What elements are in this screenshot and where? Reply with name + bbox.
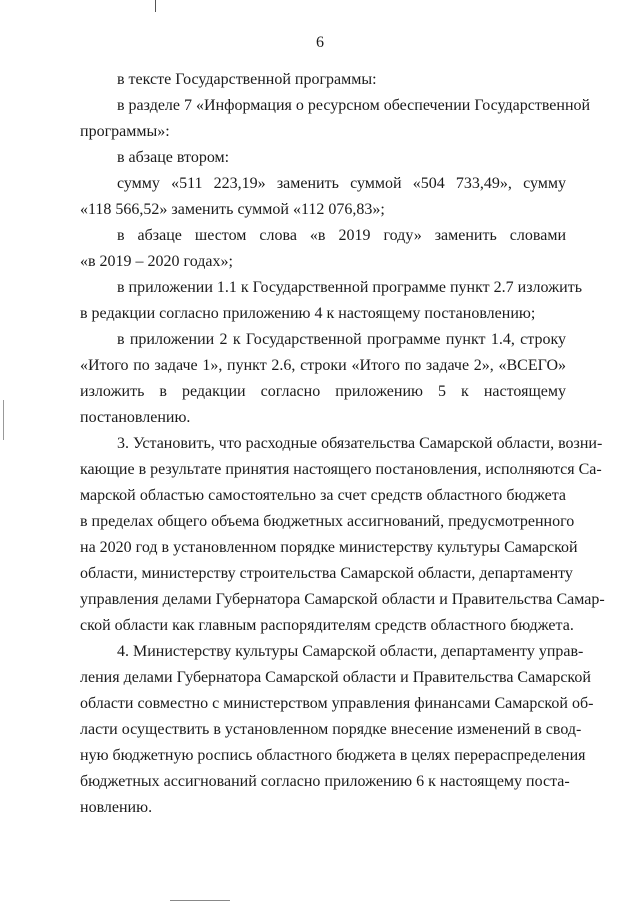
- paragraph-line: марской областью самостоятельно за счет средств областного бюджета: [80, 487, 566, 504]
- scan-artifact-top: [155, 0, 156, 12]
- paragraph-line: ласти осуществить в установленном порядке внесение изменений в свод-: [80, 721, 582, 738]
- paragraph-line: в абзаце втором:: [117, 149, 230, 166]
- paragraph-line: «в 2019 – 2020 годах»;: [80, 253, 233, 270]
- paragraph-line: 4. Министерству культуры Самарской области, департаменту управ-: [117, 643, 584, 660]
- paragraph-line: в абзаце шестом слова «в 2019 году» заменить словами: [117, 227, 566, 244]
- paragraph-line: кающие в результате принятия настоящего постановления, исполняются Са-: [80, 461, 602, 478]
- paragraph-line: «118 566,52» заменить суммой «112 076,83»;: [80, 201, 385, 218]
- paragraph-line: программы»:: [80, 123, 170, 140]
- paragraph-line: бюджетных ассигнований согласно приложению 6 к настоящему поста-: [80, 773, 570, 790]
- paragraph-line: постановлению.: [80, 409, 191, 426]
- paragraph-line: новлению.: [80, 799, 153, 816]
- paragraph-line: в тексте Государственной программы:: [117, 71, 377, 88]
- paragraph-line: области совместно с министерством управления финансами Самарской об-: [80, 695, 594, 712]
- paragraph-line: в редакции согласно приложению 4 к настоящему постановлению;: [80, 305, 536, 322]
- paragraph-line: области, министерству строительства Самарской области, департаменту: [80, 565, 573, 582]
- scan-artifact-left: [3, 400, 4, 440]
- paragraph-line: управления делами Губернатора Самарской области и Правительства Самар-: [80, 591, 605, 608]
- paragraph-line: ную бюджетную роспись областного бюджета в целях перераспределения: [80, 747, 586, 764]
- page-number: 6: [316, 34, 324, 51]
- paragraph-line: ской области как главным распорядителям средств областного бюджета.: [80, 617, 574, 634]
- paragraph-line: в разделе 7 «Информация о ресурсном обеспечении Государственной: [117, 97, 591, 114]
- paragraph-line: 3. Установить, что расходные обязательства Самарской области, возни-: [117, 435, 603, 452]
- paragraph-line: в приложении 2 к Государственной программе пункт 1.4, строку: [117, 331, 566, 348]
- paragraph-line: сумму «511 223,19» заменить суммой «504 733,49», сумму: [117, 175, 566, 192]
- paragraph-line: ления делами Губернатора Самарской области и Правительства Самарской: [80, 669, 591, 686]
- paragraph-line: в приложении 1.1 к Государственной программе пункт 2.7 изложить: [117, 279, 583, 296]
- paragraph-line: «Итого по задаче 1», пункт 2.6, строки «Итого по задаче 2», «ВСЕГО»: [80, 357, 566, 374]
- paragraph-line: изложить в редакции согласно приложению 5 к настоящему: [80, 383, 566, 400]
- paragraph-line: в пределах общего объема бюджетных ассигнований, предусмотренного: [80, 513, 575, 530]
- paragraph-line: на 2020 год в установленном порядке министерству культуры Самарской: [80, 539, 578, 556]
- scan-artifact-bottom: [170, 900, 230, 901]
